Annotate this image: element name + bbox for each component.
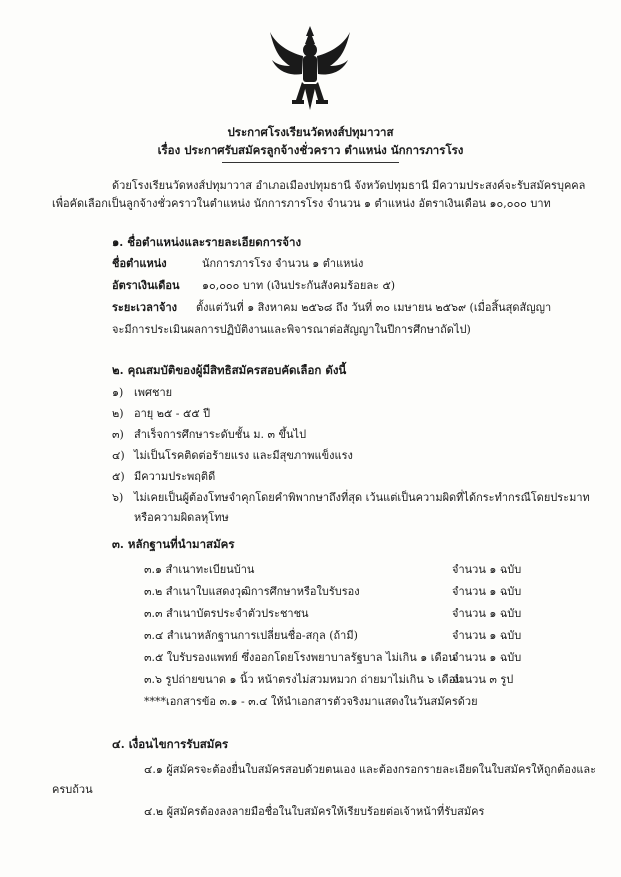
document-row: ๓.๔ สำเนาหลักฐานการเปลี่ยนชื่อ-สกุล (ถ้ามี) จำนวน ๑ ฉบับ <box>144 629 522 642</box>
qualification-item: ๔) ไม่เป็นโรคติดต่อร้ายแรง และมีสุขภาพแข็งแรง <box>112 449 353 462</box>
position-row <box>112 254 363 272</box>
document-row: ๓.๓ สำเนาบัตรประจำตัวประชาชน จำนวน ๑ ฉบับ <box>144 607 522 620</box>
salary-label: อัตราเงินเดือน <box>112 279 180 292</box>
intro-line-2: เพื่อคัดเลือกเป็นลูกจ้างชั่วคราวในตำแหน่ง นักการภารโรง จำนวน ๑ ตำแหน่ง อัตราเงินเดือน ๑๐,๐๐๐ บาท <box>52 197 551 210</box>
period-label: ระยะเวลาจ้าง <box>112 301 178 314</box>
position-value: นักการภารโรง จำนวน ๑ ตำแหน่ง <box>202 257 364 270</box>
document-row: ๓.๖ รูปถ่ายขนาด ๑ นิ้ว หน้าตรงไม่สวมหมวก ถ่ายมาไม่เกิน ๖ เดือน จำนวน ๓ รูป <box>144 673 514 686</box>
garuda-emblem-icon <box>268 24 352 114</box>
document-row: ๓.๒ สำเนาใบแสดงวุฒิการศึกษาหรือใบรับรอง จำนวน ๑ ฉบับ <box>144 585 522 598</box>
section3-heading: ๓. หลักฐานที่นำมาสมัคร <box>112 537 235 551</box>
section2-heading: ๒. คุณสมบัติของผู้มีสิทธิสมัครสอบคัดเลือก ดังนี้ <box>112 363 347 377</box>
section4-heading: ๔. เงื่อนไขการรับสมัคร <box>112 737 229 751</box>
intro-line-1: ด้วยโรงเรียนวัดหงส์ปทุมาวาส อำเภอเมืองปทุมธานี จังหวัดปทุมธานี มีความประสงค์จะรับสมัครบุคคล <box>112 179 586 192</box>
document-row: ๓.๕ ใบรับรองแพทย์ ซึ่งออกโดยโรงพยาบาลรัฐบาล ไม่เกิน ๑ เดือน จำนวน ๑ ฉบับ <box>144 651 522 664</box>
qualification-item: ๖) ไม่เคยเป็นผู้ต้องโทษจำคุกโดยคำพิพากษาถึงที่สุด เว้นแต่เป็นความผิดที่ได้กระทำกรณีโดยประมาท <box>112 491 590 504</box>
title-divider <box>222 162 399 163</box>
period-value-cont: จะมีการประเมินผลการปฏิบัติงานและพิจารณาต่อสัญญาในปีการศึกษาถัดไป) <box>112 323 471 336</box>
period-row <box>112 298 551 316</box>
document-row: ๓.๑ สำเนาทะเบียนบ้าน จำนวน ๑ ฉบับ <box>144 563 522 576</box>
qualification-item-cont: หรือความผิดลหุโทษ <box>134 511 229 524</box>
announcement-subject: เรื่อง ประกาศรับสมัครลูกจ้างชั่วคราว ตำแหน่ง นักการภารโรง <box>157 143 464 157</box>
qualification-item: ๕) มีความประพฤติดี <box>112 470 216 483</box>
qualification-item: ๓) สำเร็จการศึกษาระดับชั้น ม. ๓ ขึ้นไป <box>112 428 307 441</box>
qualification-item: ๑) เพศชาย <box>112 386 173 399</box>
section1-heading: ๑. ชื่อตำแหน่งและรายละเอียดการจ้าง <box>112 235 302 249</box>
salary-row <box>112 276 395 294</box>
position-label: ชื่อตำแหน่ง <box>112 257 167 270</box>
condition-item-2: ๔.๒ ผู้สมัครต้องลงลายมือชื่อในใบสมัครให้เรียบร้อยต่อเจ้าหน้าที่รับสมัคร <box>144 805 485 818</box>
salary-value: ๑๐,๐๐๐ บาท (เงินประกันสังคมร้อยละ ๕) <box>202 279 396 292</box>
condition-item-1: ๔.๑ ผู้สมัครจะต้องยื่นใบสมัครสอบด้วยตนเอง และต้องกรอกรายละเอียดในใบสมัครให้ถูกต้องและ <box>144 763 597 776</box>
qualification-item: ๒) อายุ ๒๕ - ๕๕ ปี <box>112 407 211 420</box>
documents-note: ****เอกสารข้อ ๓.๑ - ๓.๔ ให้นำเอกสารตัวจริงมาแสดงในวันสมัครด้วย <box>144 695 478 708</box>
announcement-title: ประกาศโรงเรียนวัดหงส์ปทุมาวาส <box>227 125 394 139</box>
condition-item-1-cont: ครบถ้วน <box>52 783 93 796</box>
period-value: ตั้งแต่วันที่ ๑ สิงหาคม ๒๕๖๘ ถึง วันที่ ๓๐ เมษายน ๒๕๖๙ (เมื่อสิ้นสุดสัญญา <box>196 301 552 314</box>
